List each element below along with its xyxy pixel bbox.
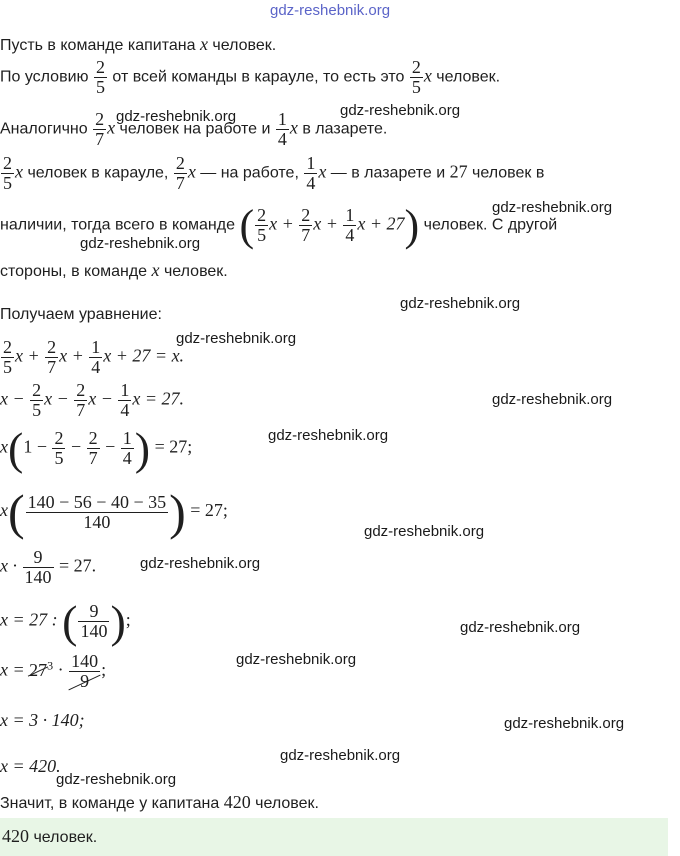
text-line-5: наличии, тогда всего в команде ( $\frac{2}{5}$ x + $\frac{2}{7}$ x + $\frac{1}{4}$ x + 27) человек. С другой	[0, 201, 558, 250]
equation-7: $x = 27^3$ · $\frac{140}{9}$ ;	[0, 651, 107, 691]
watermark-top: gdz-reshebnik.org	[270, 2, 391, 19]
text-line-1: Пусть в команде капитана x человек.	[0, 34, 277, 54]
watermark: gdz-reshebnik.org	[56, 771, 177, 788]
crossed-out-number: 27	[29, 659, 48, 680]
equation-5: x · $\frac{9}{140}$ = 27.	[0, 547, 97, 587]
watermark: gdz-reshebnik.org	[364, 523, 485, 540]
answer-text: 420 человек.	[2, 826, 98, 846]
equation-1: $\frac{2}{5}$ x + $\frac{2}{7}$ x + $\frac{1}{4}$ x + 27 = x.	[3, 337, 185, 377]
watermark: gdz-reshebnik.org	[460, 619, 581, 636]
watermark: gdz-reshebnik.org	[140, 555, 261, 572]
watermark: gdz-reshebnik.org	[492, 391, 613, 408]
answer-box	[0, 818, 668, 856]
equation-4: x( $\frac{140 - 56 - 40 - 35}{140}$ ) = 27;	[0, 484, 228, 540]
equation-8: x = 3 · 140;	[0, 710, 85, 730]
watermark: gdz-reshebnik.org	[268, 427, 389, 444]
text-line-3: Аналогично $\frac{2}{7}$ x человек на работе и $\frac{1}{4}$ x в лазарете.	[0, 109, 388, 149]
equation-3: x(1 − $\frac{2}{5}$ − $\frac{2}{7}$ − $\frac{1}{4}$ ) = 27;	[0, 423, 193, 474]
text-line-6: стороны, в команде x человек.	[0, 260, 228, 280]
equation-9: x = 420.	[0, 756, 61, 776]
watermark: gdz-reshebnik.org	[340, 102, 461, 119]
watermark: gdz-reshebnik.org	[504, 715, 625, 732]
watermark: gdz-reshebnik.org	[116, 108, 237, 125]
watermark: gdz-reshebnik.org	[280, 747, 401, 764]
watermark: gdz-reshebnik.org	[80, 235, 201, 252]
text-line-4: $\frac{2}{5}$ x человек в карауле, $\frac{2}{7}$ x — на работе, $\frac{1}{4}$ x — в лазарете и 27 человек в	[3, 153, 545, 193]
equation-2: x − $\frac{2}{5}$ x − $\frac{2}{7}$ x − $\frac{1}{4}$ x = 27.	[0, 380, 185, 420]
watermark: gdz-reshebnik.org	[236, 651, 357, 668]
conclusion-line: Значит, в команде у капитана 420 человек.	[0, 792, 319, 812]
watermark: gdz-reshebnik.org	[176, 330, 297, 347]
watermark: gdz-reshebnik.org	[400, 295, 521, 312]
equation-6: x = 27 : ( $\frac{9}{140}$ );	[0, 596, 131, 647]
watermark: gdz-reshebnik.org	[492, 199, 613, 216]
text-line-7: Получаем уравнение:	[0, 306, 162, 323]
text-line-2: По условию $\frac{2}{5}$ от всей команды в карауле, то есть это $\frac{2}{5}$ x человек.	[0, 57, 501, 97]
